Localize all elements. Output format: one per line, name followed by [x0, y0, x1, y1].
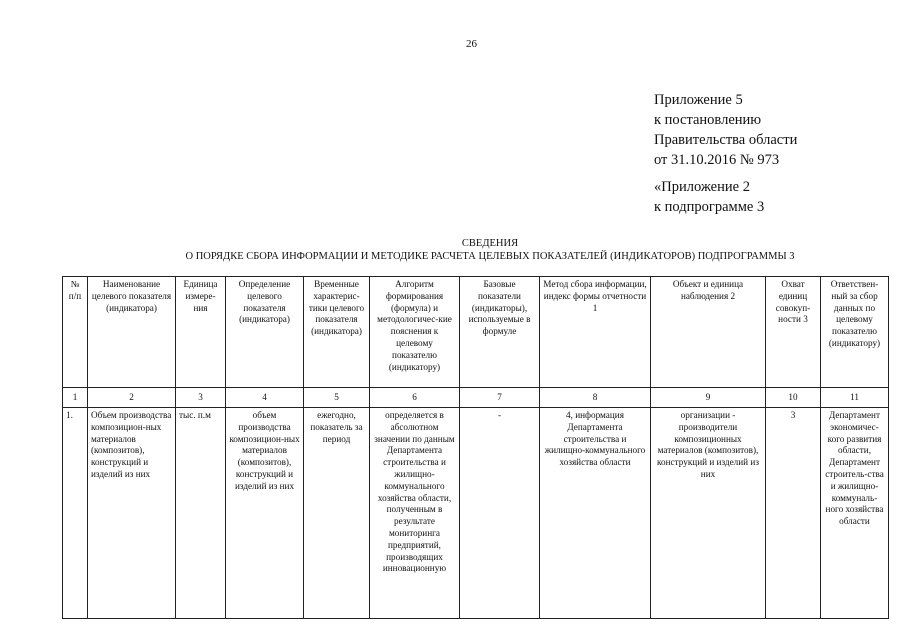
header-cell: Временные характерис-тики целевого показателя (индикатора) — [304, 277, 370, 388]
column-number: 10 — [766, 388, 821, 408]
header-cell: Алгоритм формирования (формула) и методологичес-кие пояснения к целевому показателю (индикатору) — [370, 277, 460, 388]
appendix-line: к постановлению — [654, 112, 762, 128]
header-cell: Единица измере-ния — [176, 277, 226, 388]
header-cell: Наименование целевого показателя (индикатора) — [88, 277, 176, 388]
column-number: 3 — [176, 388, 226, 408]
header-cell: Определение целевого показателя (индикатора) — [226, 277, 304, 388]
header-cell: Базовые показатели (индикаторы), используемые в формуле — [460, 277, 540, 388]
coverage-cell: 3 — [766, 408, 821, 619]
appendix-line: Приложение 5 — [654, 92, 743, 108]
header-cell: Ответствен-ный за сбор данных по целевому показателю (индикатору) — [821, 277, 889, 388]
header-cell: № п/п — [63, 277, 88, 388]
column-number-row — [63, 388, 889, 408]
column-number: 2 — [88, 388, 176, 408]
appendix-header — [654, 90, 797, 170]
column-number: 5 — [304, 388, 370, 408]
appendix-subheader — [654, 177, 764, 217]
collection-method-cell: 4, информация Департамента строительства и жилищно-коммунального хозяйства области — [540, 408, 651, 619]
header-cell: Метод сбора информации, индекс формы отчетности 1 — [540, 277, 651, 388]
column-number: 4 — [226, 388, 304, 408]
page-number: 26 — [466, 38, 477, 50]
document-title: СВЕДЕНИЯ — [461, 238, 519, 249]
appendix-sub-line: «Приложение 2 — [654, 179, 750, 195]
column-number: 8 — [540, 388, 651, 408]
definition-cell: объем производства композицион-ных материалов (композитов), конструкций и изделий из них — [226, 408, 304, 619]
base-indicators-cell: - — [460, 408, 540, 619]
column-number: 9 — [651, 388, 766, 408]
column-number: 1 — [63, 388, 88, 408]
column-number: 7 — [460, 388, 540, 408]
algorithm-cell: определяется в абсолютном значении по данным Департамента строительства и жилищно-коммунального хозяйства области, полученным в результате мониторинга предприятий, производящих инновационную — [370, 408, 460, 619]
column-number: 6 — [370, 388, 460, 408]
appendix-line: от 31.10.2016 № 973 — [654, 152, 780, 168]
observation-object-cell: организации - производители композиционных материалов (композитов), конструкций и изделий из них — [651, 408, 766, 619]
header-cell: Объект и единица наблюдения 2 — [651, 277, 766, 388]
indicator-name-cell: Объем производства композицион-ных материалов (композитов), конструкций и изделий из них — [88, 408, 176, 619]
time-characteristics-cell: ежегодно, показатель за период — [304, 408, 370, 619]
table-row — [63, 408, 889, 619]
document-subtitle: О ПОРЯДКЕ СБОРА ИНФОРМАЦИИ И МЕТОДИКЕ РАСЧЕТА ЦЕЛЕВЫХ ПОКАЗАТЕЛЕЙ (ИНДИКАТОРОВ) ПОДПРОГРАММЫ 3 — [185, 251, 795, 262]
row-number-cell: 1. — [63, 408, 88, 619]
appendix-line: Правительства области — [654, 132, 798, 148]
unit-cell: тыс. п.м — [176, 408, 226, 619]
indicators-table — [62, 276, 889, 619]
responsible-cell: Департамент экономичес-кого развития области, Департамент строитель-ства и жилищно-коммуналь-ного хозяйства области — [821, 408, 889, 619]
header-cell: Охват единиц совокуп-ности 3 — [766, 277, 821, 388]
column-number: 11 — [821, 388, 889, 408]
table-header-row — [63, 277, 889, 388]
appendix-sub-line: к подпрограмме 3 — [654, 199, 765, 215]
